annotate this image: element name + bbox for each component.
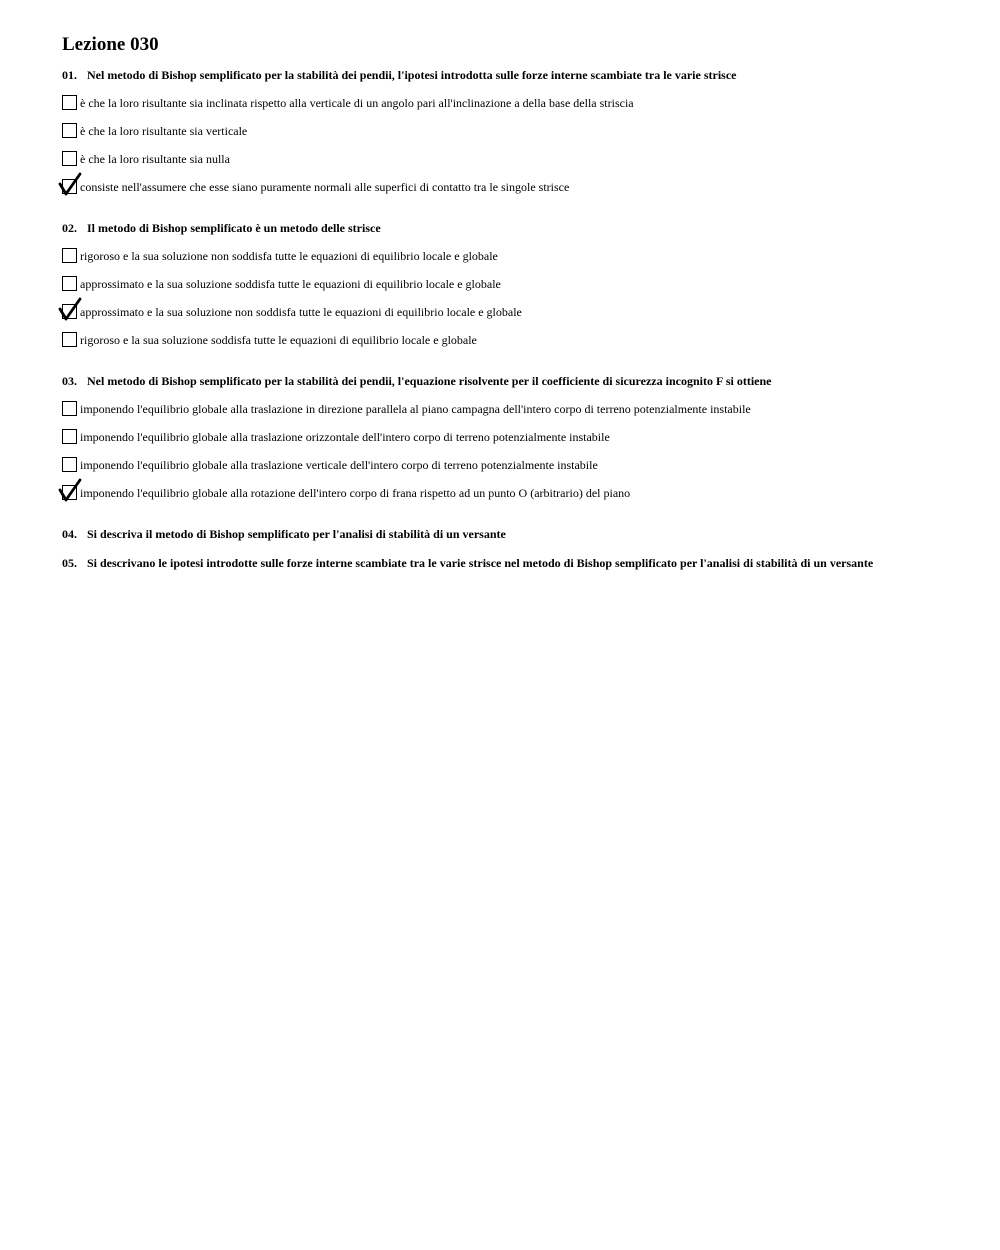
answer-option[interactable]	[62, 401, 982, 429]
question-label: Nel metodo di Bishop semplificato per la stabilità dei pendii, l'equazione risolvente per il coefficiente di sicurezza incognito F si ottiene	[87, 374, 772, 388]
question-number: 01.	[62, 68, 77, 82]
question-label: Nel metodo di Bishop semplificato per la stabilità dei pendii, l'ipotesi introdotta sulle forze interne scambiate tra le varie strisce	[87, 68, 737, 82]
question-number: 02.	[62, 221, 77, 235]
checkbox[interactable]	[62, 401, 77, 416]
question-number: 03.	[62, 374, 77, 388]
checkbox[interactable]	[62, 332, 77, 347]
answer-option-label: approssimato e la sua soluzione soddisfa tutte le equazioni di equilibrio locale e globale	[80, 277, 501, 291]
checkmark-icon	[58, 171, 82, 197]
answer-option-label: è che la loro risultante sia inclinata rispetto alla verticale di un angolo pari all'inclinazione a della base della striscia	[80, 96, 634, 110]
question-number: 04.	[62, 527, 77, 541]
answer-option-label: rigoroso e la sua soluzione non soddisfa tutte le equazioni di equilibrio locale e globale	[80, 249, 498, 263]
answer-option-label: approssimato e la sua soluzione non soddisfa tutte le equazioni di equilibrio locale e globale	[80, 305, 522, 319]
checkmark-icon	[58, 296, 82, 322]
question-text	[62, 68, 982, 83]
answer-option[interactable]	[62, 248, 982, 276]
answer-option-label: imponendo l'equilibrio globale alla traslazione verticale dell'intero corpo di terreno potenzialmente instabile	[80, 458, 598, 472]
question-4	[62, 527, 982, 542]
checkbox[interactable]	[62, 151, 77, 166]
question-text	[62, 527, 982, 542]
document-page	[62, 32, 982, 583]
question-label: Il metodo di Bishop semplificato è un metodo delle strisce	[87, 221, 381, 235]
answer-option-label: imponendo l'equilibrio globale alla rotazione dell'intero corpo di frana rispetto ad un punto O (arbitrario) del piano	[80, 486, 631, 500]
question-text	[62, 374, 982, 389]
checkbox[interactable]	[62, 429, 77, 444]
question-number: 05.	[62, 556, 77, 570]
checkmark-icon	[58, 477, 82, 503]
answer-option[interactable]	[62, 485, 982, 513]
answer-option[interactable]	[62, 457, 982, 485]
checkbox[interactable]	[62, 457, 77, 472]
question-5	[62, 556, 982, 571]
answer-option[interactable]	[62, 151, 982, 179]
checkbox[interactable]	[62, 276, 77, 291]
answer-option[interactable]	[62, 304, 982, 332]
question-label: Si descrivano le ipotesi introdotte sulle forze interne scambiate tra le varie strisce nel metodo di Bishop semplificato per l'analisi di stabilità di un versante	[87, 556, 874, 570]
question-1	[62, 68, 982, 207]
answer-option[interactable]	[62, 95, 982, 123]
question-list	[62, 68, 982, 571]
answer-option-label: imponendo l'equilibrio globale alla traslazione orizzontale dell'intero corpo di terreno potenzialmente instabile	[80, 430, 610, 444]
answer-option-label: è che la loro risultante sia verticale	[80, 124, 248, 138]
answer-option-label: imponendo l'equilibrio globale alla traslazione in direzione parallela al piano campagna dell'intero corpo di terreno potenzialmente instabile	[80, 402, 751, 416]
answer-option-label: rigoroso e la sua soluzione soddisfa tutte le equazioni di equilibrio locale e globale	[80, 333, 477, 347]
checkbox[interactable]	[62, 248, 77, 263]
answer-option-label: è che la loro risultante sia nulla	[80, 152, 230, 166]
question-2	[62, 221, 982, 360]
question-3	[62, 374, 982, 513]
checkbox[interactable]	[62, 123, 77, 138]
answer-option[interactable]	[62, 179, 982, 207]
answer-option[interactable]	[62, 332, 982, 360]
answer-option[interactable]	[62, 123, 982, 151]
page-title: Lezione 030	[62, 34, 159, 55]
answer-option-label: consiste nell'assumere che esse siano puramente normali alle superfici di contatto tra le singole strisce	[80, 180, 570, 194]
question-text	[62, 221, 982, 236]
answer-option[interactable]	[62, 429, 982, 457]
question-text	[62, 556, 982, 571]
question-label: Si descriva il metodo di Bishop semplificato per l'analisi di stabilità di un versante	[87, 527, 506, 541]
answer-option[interactable]	[62, 276, 982, 304]
checkbox[interactable]	[62, 95, 77, 110]
